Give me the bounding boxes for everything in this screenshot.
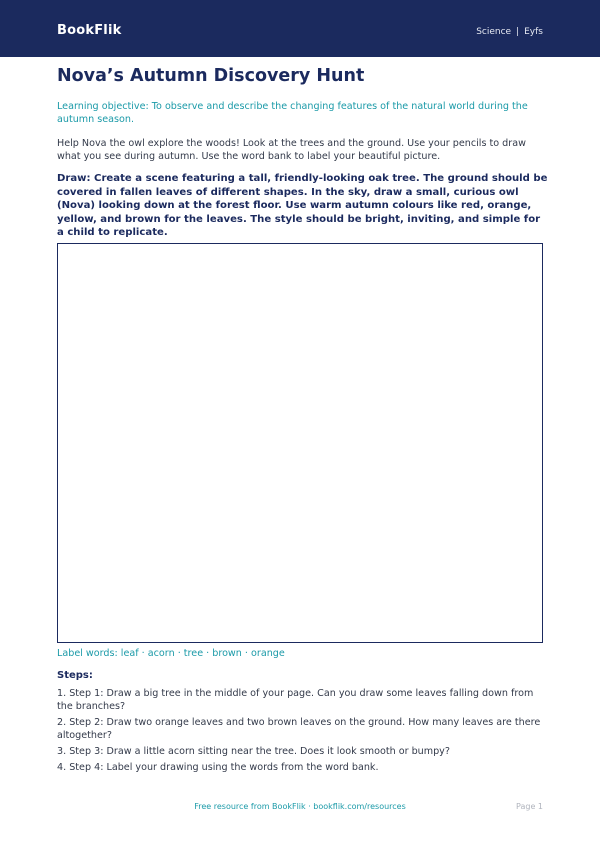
footer-credit: Free resource from BookFlik · bookflik.com/resources [194,802,406,811]
breadcrumb [476,27,543,37]
step-item: 3. Step 3: Draw a little acorn sitting near the tree. Does it look smooth or bumpy? [57,746,450,757]
label-words: Label words: leaf · acorn · tree · brown · orange [57,648,285,659]
breadcrumb-stage: Eyfs [524,27,543,37]
steps-list [57,687,547,777]
step-item: 1. Step 1: Draw a big tree in the middle of your page. Can you draw some leaves falling down from the branches? [57,688,534,712]
step-item: 4. Step 4: Label your drawing using the words from the word bank. [57,762,379,773]
page-header [0,0,600,57]
breadcrumb-subject: Science [476,27,512,37]
learning-objective: Learning objective: To observe and describe the changing features of the natural world during the autumn season. [57,101,528,125]
page-title: Nova’s Autumn Discovery Hunt [57,66,365,86]
draw-prompt: Draw: Create a scene featuring a tall, friendly-looking oak tree. The ground should be covered in fallen leaves of different shapes. In the sky, draw a small, curious owl (Nova) looking down at the forest floor. Use warm autumn colours like red, orange, yellow, and brown for the leaves. The style should be bright, inviting, and simple for a child to replicate. [57,173,548,238]
page-number: Page 1 [516,802,543,811]
brand-logo: BookFlik [57,23,122,38]
drawing-area[interactable] [57,243,543,643]
breadcrumb-separator: | [516,27,520,37]
steps-heading: Steps: [57,670,93,681]
intro-text: Help Nova the owl explore the woods! Look at the trees and the ground. Use your pencils to draw what you see during autumn. Use the word bank to label your beautiful picture. [57,138,526,162]
step-item: 2. Step 2: Draw two orange leaves and two brown leaves on the ground. How many leaves are there altogether? [57,717,541,741]
